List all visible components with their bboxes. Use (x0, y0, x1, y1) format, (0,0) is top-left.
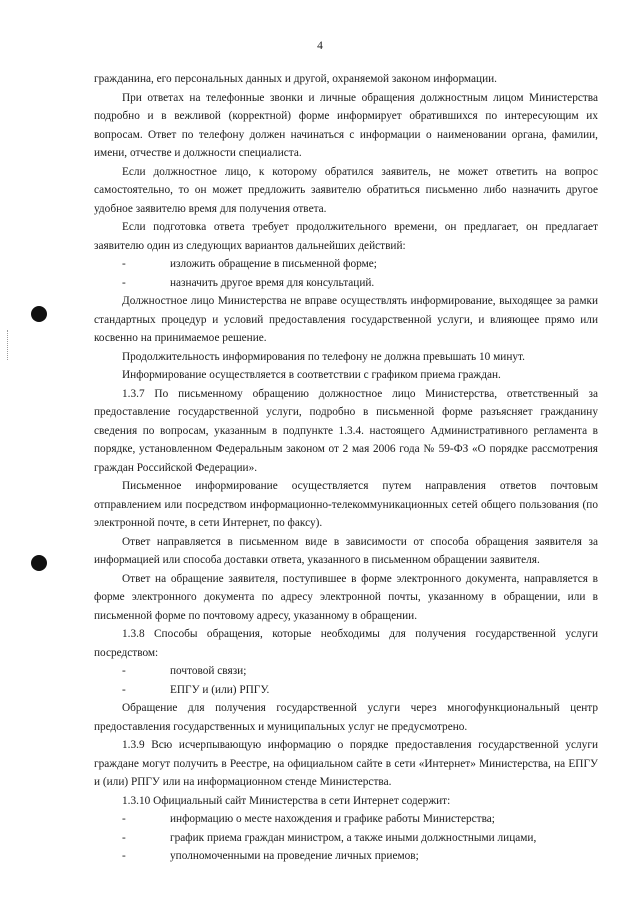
list-item (94, 829, 598, 848)
paragraph: При ответах на телефонные звонки и личные обращения должностным лицом Министерства подробно и в вежливой (корректной) форме информирует обратившихся по интересующим их вопросам. Ответ по телефону должен начинаться с информации о наименовании органа, фамилии, имени, отчестве и должности специалиста. (94, 91, 598, 159)
paragraph: Продолжительность информирования по телефону не должна превышать 10 минут. (122, 350, 525, 363)
paragraph: Если должностное лицо, к которому обратился заявитель, не может ответить на вопрос самостоятельно, то он может предложить заявителю обратиться письменно либо назначить другое удобное заявителю время для получения ответа. (94, 165, 598, 215)
paragraph: 1.3.9 Всю исчерпывающую информацию о порядке предоставления государственной услуги граждане могут получить в Реестре, на официальном сайте в сети «Интернет» Министерства, на ЕПГУ и (или) РПГУ или на информационном стенде Министерства. (94, 739, 598, 788)
document-body (94, 70, 598, 866)
list-item-text: информацию о месте нахождения и графике работы Министерства; (170, 813, 495, 825)
list-item-text: изложить обращение в письменной форме; (170, 258, 377, 270)
paragraph: Должностное лицо Министерства не вправе осуществлять информирование, выходящее за рамки стандартных процедур и условий предоставления государственной услуги, и влияющее прямо или косвенно на принимаемое решение. (94, 295, 598, 344)
list-item (94, 810, 598, 829)
list-item-text: уполномоченными на проведение личных приемов; (170, 850, 419, 862)
list-item (94, 662, 598, 681)
list-dash: - (122, 665, 126, 677)
list-dash: - (122, 258, 126, 270)
paragraph: 1.3.10 Официальный сайт Министерства в сети Интернет содержит: (122, 794, 451, 807)
list-dash: - (122, 831, 126, 844)
list-dash: - (122, 813, 126, 825)
list-item-text: ЕПГУ и (или) РПГУ. (170, 683, 270, 696)
paragraph: Письменное информирование осуществляется путем направления ответов почтовым отправлением или посредством информационно-телекоммуникационных сетей общего пользования (по электронной почте, в сети Интернет, по факсу). (94, 480, 598, 529)
paragraph: 1.3.7 По письменному обращению должностное лицо Министерства, ответственный за предоставление государственной услуги, подробно в письменной форме разъясняет гражданину сведения по вопросам, указанным в подпункте 1.3.4. настоящего Административного регламента в порядке, установленном Федеральным законом от 2 мая 2006 года № 59-ФЗ «О порядке рассмотрения граждан Российской Федерации». (94, 387, 598, 474)
paragraph: Обращение для получения государственной услуги через многофункциональный центр предоставления государственных и муниципальных услуг не предусмотрено. (94, 702, 598, 733)
list-item-text: назначить другое время для консультаций. (170, 276, 375, 289)
list-item (94, 681, 598, 700)
punch-hole-top (31, 306, 47, 322)
list-dash: - (122, 850, 126, 862)
paragraph: Если подготовка ответа требует продолжительного времени, он предлагает, он предлагает заявителю один из следующих вариантов дальнейших действий: (94, 221, 598, 252)
paragraph: гражданина, его персональных данных и другой, охраняемой законом информации. (94, 73, 497, 85)
paragraph: Ответ направляется в письменном виде в зависимости от способа обращения заявителя за информацией или способа доставки ответа, указанного в письменном обращении заявителя. (94, 535, 598, 566)
list-item-text: график приема граждан министром, а также иными должностными лицами, (170, 831, 537, 844)
list-item (94, 274, 598, 293)
list-dash: - (122, 276, 126, 289)
page-number: 4 (317, 40, 323, 52)
list-item (94, 847, 598, 866)
list-item-text: почтовой связи; (170, 665, 247, 677)
paragraph: Ответ на обращение заявителя, поступившее в форме электронного документа, направляется в форме электронного документа по адресу электронной почты, указанному в обращении, или в письменной форме по почтовому адресу, указанному в обращении. (94, 572, 598, 622)
margin-mark (7, 330, 10, 360)
list-item (94, 255, 598, 274)
punch-hole-bottom (31, 555, 47, 571)
list-dash: - (122, 683, 126, 696)
paragraph: 1.3.8 Способы обращения, которые необходимы для получения государственной услуги посредством: (94, 628, 598, 659)
paragraph: Информирование осуществляется в соответствии с графиком приема граждан. (122, 369, 501, 381)
